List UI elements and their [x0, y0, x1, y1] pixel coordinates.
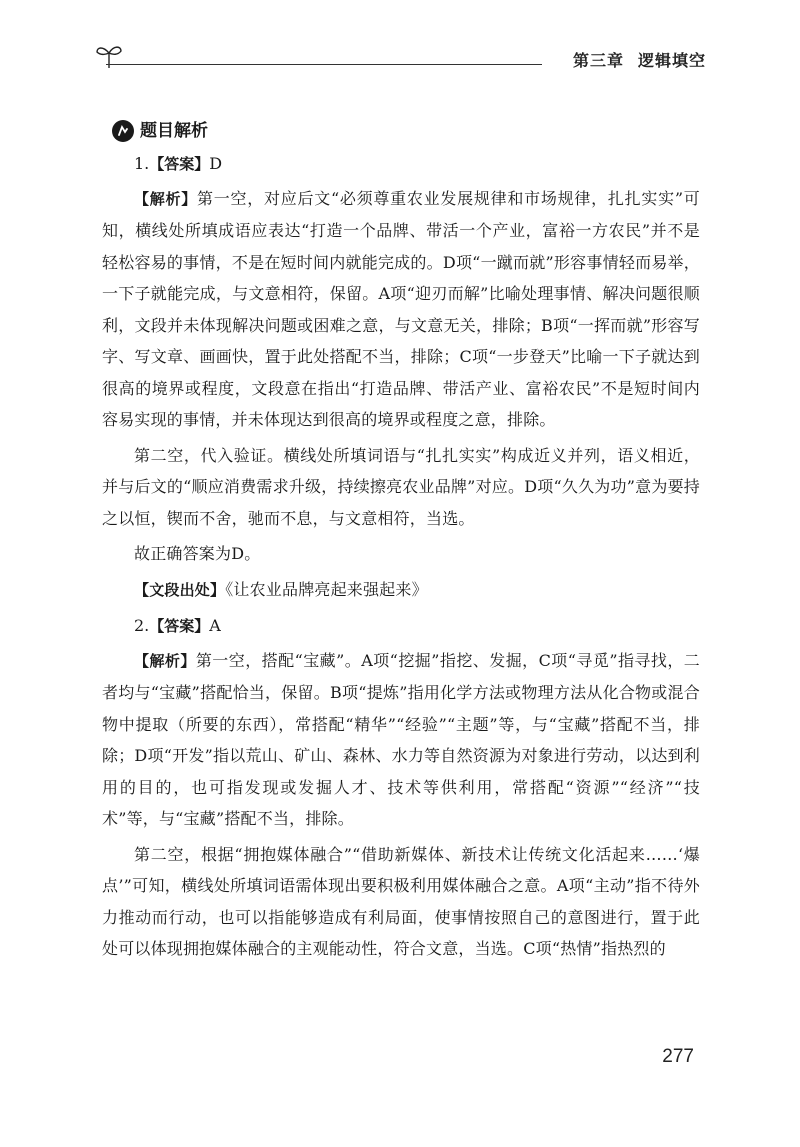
q1-answer-value: D	[209, 154, 223, 173]
q2-answer-value: A	[209, 616, 221, 635]
section-title: 题目解析	[140, 121, 208, 141]
q1-conclusion: 故正确答案为D。	[134, 544, 261, 563]
chapter-number: 第三章	[572, 51, 624, 70]
q2-analysis-paragraph-1	[102, 645, 700, 835]
q1-analysis-text-1: 第一空，对应后文“必须尊重农业发展规律和市场规律，扎扎实实”可知，横线处所填成语应表达“打造一个品牌、带活一个产业，富裕一方农民”并不是轻松容易的事情，不是在短时间内就能完成的。D项“一蹴而就”形容事情轻而易举，一下子就能完成，与文意相符，保留。A项“迎刃而解”比喻处理事情、解决问题很顺利，文段并未体现解决问题或困难之意，与文意无关，排除；B项“一挥而就”形容写字、写文章、画画快，置于此处搭配不当，排除；C项“一步登天”比喻一下子就达到很高的境界或程度，文段意在指出“打造品牌、带活产业、富裕农民”不是短时间内容易实现的事情，并未体现达到很高的境界或程度之意，排除。	[102, 188, 700, 429]
header-rule	[106, 64, 542, 65]
q2-answer	[134, 610, 700, 643]
q2-analysis-paragraph-2: 第二空，根据“拥抱媒体融合”“借助新媒体、新技术让传统文化活起来……‘爆点’”可知，横线处所填词语需体现出要积极利用媒体融合之意。A项“主动”指不待外力推动而行动，也可以指能够造成有利局面，使事情按照自己的意图进行，置于此处可以体现拥抱媒体融合的主观能动性，符合文意，当选。C项“热情”指热烈的	[102, 844, 700, 958]
sprout-icon	[94, 40, 124, 70]
chapter-heading	[573, 48, 706, 71]
q1-source	[102, 574, 700, 607]
q2-analysis-tag: 【解析】	[134, 651, 196, 670]
q2-number: 2.	[134, 616, 150, 635]
chapter-title: 逻辑填空	[637, 51, 706, 70]
q1-analysis-paragraph-2: 第二空，代入验证。横线处所填词语与“扎扎实实”构成近义并列，语义相近，并与后文的“顺应消费需求升级，持续擦亮农业品牌”对应。D项“久久为功”意为要持之以恒，锲而不舍，驰而不息，与文意相符，当选。	[102, 445, 700, 528]
page-content	[102, 116, 700, 965]
q1-source-text: 《让农业品牌亮起来强起来》	[225, 579, 428, 599]
page-header	[94, 36, 706, 76]
q1-answer-tag: 【答案】	[149, 155, 210, 173]
q1-source-tag: 【文段出处】	[134, 580, 226, 599]
q1-number: 1.	[134, 154, 150, 173]
q1-answer	[134, 148, 700, 181]
section-marker-icon	[112, 120, 134, 142]
q1-analysis-tag: 【解析】	[134, 189, 197, 208]
page-number: 277	[662, 1046, 694, 1067]
section-heading	[112, 116, 700, 146]
q2-answer-tag: 【答案】	[149, 617, 210, 635]
q2-analysis-text-1: 第一空，搭配“宝藏”。A项“挖掘”指挖、发掘，C项“寻觅”指寻找，二者均与“宝藏”搭配恰当，保留。B项“提炼”指用化学方法或物理方法从化合物或混合物中提取（所要的东西），常搭配“精华”“经验”“主题”等，与“宝藏”搭配不当，排除；D项“开发”指以荒山、矿山、森林、水力等自然资源为对象进行劳动，以达到利用的目的，也可指发现或发掘人才、技术等供利用，常搭配“资源”“经济”“技术”等，与“宝藏”搭配不当，排除。	[102, 650, 700, 828]
q1-analysis-paragraph-1	[102, 183, 700, 436]
